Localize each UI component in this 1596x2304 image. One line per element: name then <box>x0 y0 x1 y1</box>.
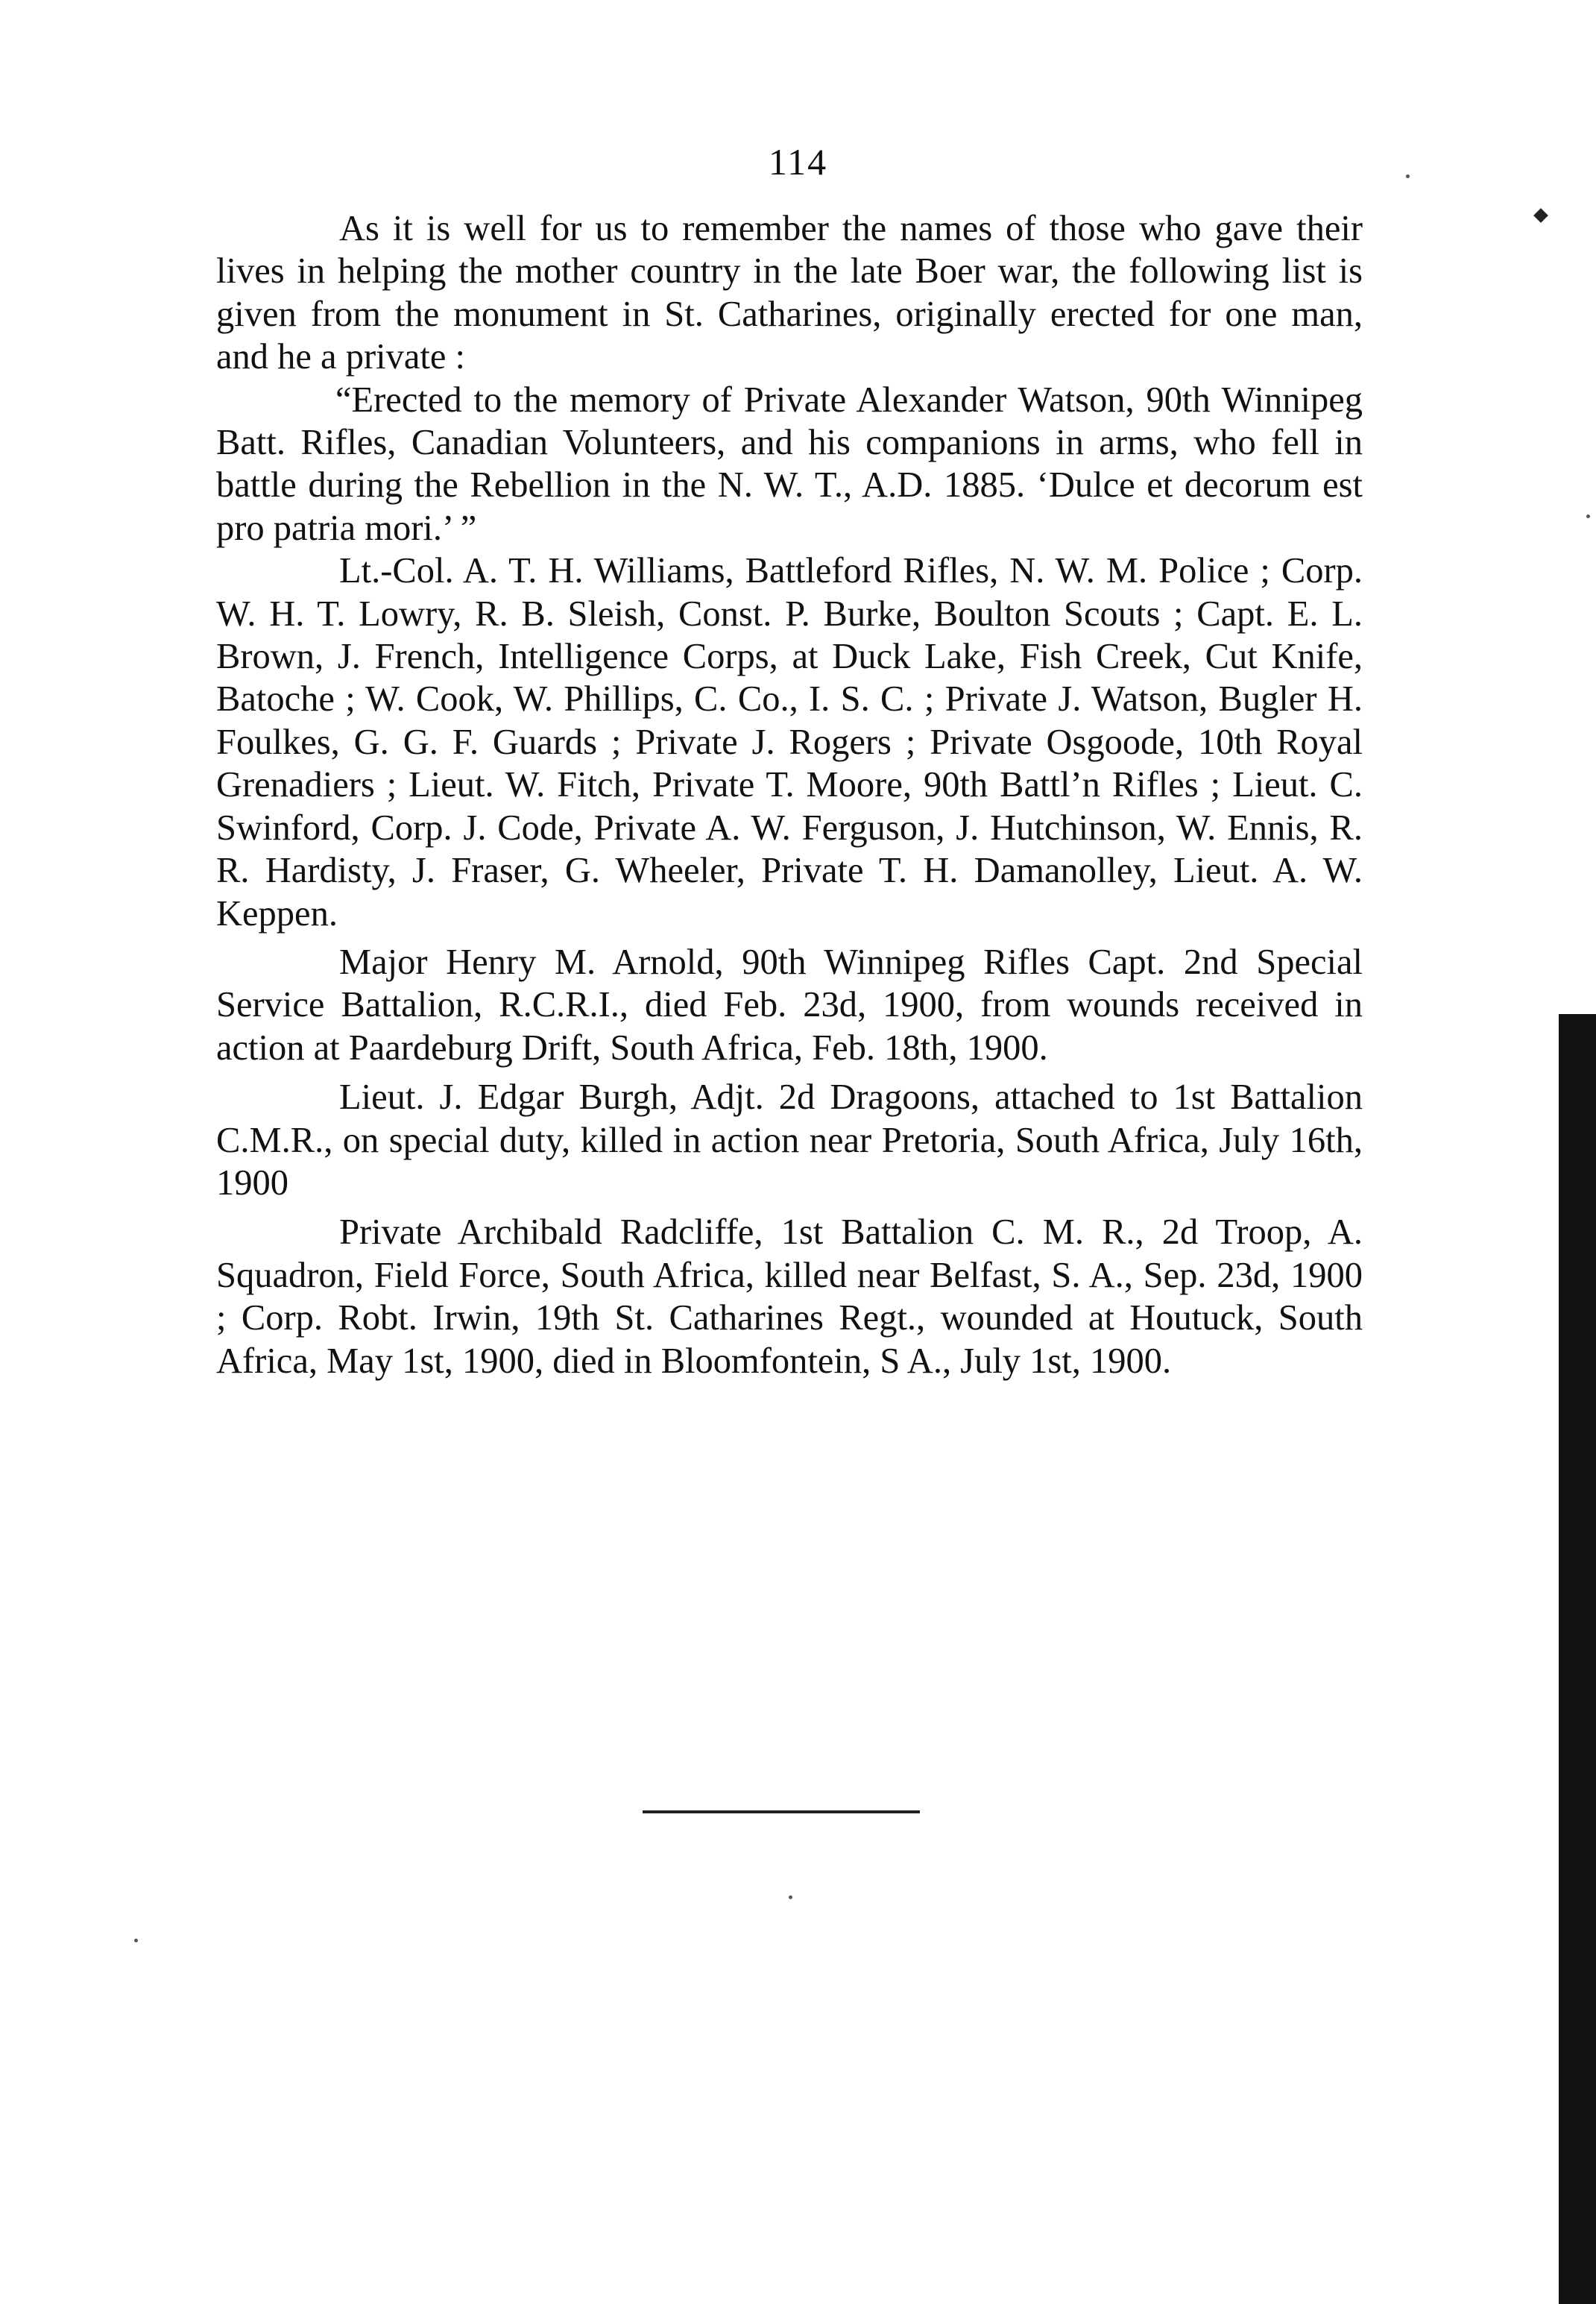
scan-speck <box>789 1895 792 1899</box>
monument-inscription-paragraph: “Erected to the memory of Private Alexander Watson, 90th Winnipeg Batt. Rifles, Canadian Volunteers, and his companions in arms, who fell in battle during the Rebellion in the N. W. T., A.D. 1885. ‘Dulce et decorum est pro patria mori.’ ” <box>216 380 1363 548</box>
arnold-paragraph: Major Henry M. Arnold, 90th Winnipeg Rifles Capt. 2nd Special Service Battalion, R.C.R.I., died Feb. 23d, 1900, from wounds received in action at Paardeburg Drift, South Africa, Feb. 18th, 1900. <box>216 942 1363 1068</box>
intro-paragraph: As it is well for us to remember the names of those who gave their lives in helping the mother country in the late Boer war, the following list is given from the monument in St. Catharines, originally erected for one man, and he a private : <box>216 209 1363 377</box>
rebellion-casualties-paragraph: Lt.-Col. A. T. H. Williams, Battleford Rifles, N. W. M. Police ; Corp. W. H. T. Lowry, R. B. Sleish, Const. P. Burke, Boulton Scouts ; Capt. E. L. Brown, J. French, Intelligence Corps, at Duck Lake, Fish Creek, Cut Knife, Batoche ; W. Cook, W. Phillips, C. Co., I. S. C. ; Private J. Watson, Bugler H. Foulkes, G. G. F. Guards ; Private J. Rogers ; Private Osgoode, 10th Royal Grenadiers ; Lieut. W. Fitch, Private T. Moore, 90th Battl’n Rifles ; Lieut. C. Swinford, Corp. J. Code, Private A. W. Ferguson, J. Hutchinson, W. Ennis, R. R. Hardisty, J. Fraser, G. Wheeler, Private T. H. Damanolley, Lieut. A. W. Keppen. <box>216 551 1363 934</box>
scan-speck <box>1406 174 1410 178</box>
radcliffe-paragraph: Private Archibald Radcliffe, 1st Battalion C. M. R., 2d Troop, A. Squadron, Field Force, South Africa, killed near Belfast, S. A., Sep. 23d, 1900 ; Corp. Robt. Irwin, 19th St. Catharines Regt., wounded at Houtuck, South Africa, May 1st, 1900, died in Bloomfontein, S A., July 1st, 1900. <box>216 1212 1363 1381</box>
scan-speck <box>134 1939 138 1942</box>
burgh-paragraph: Lieut. J. Edgar Burgh, Adjt. 2d Dragoons, attached to 1st Battalion C.M.R., on special duty, killed in action near Pretoria, South Africa, July 16th, 1900 <box>216 1077 1363 1203</box>
end-rule <box>643 1810 920 1813</box>
body-text <box>216 207 1363 1382</box>
page-number: 114 <box>768 141 828 183</box>
scan-artifact-mark <box>1533 208 1548 223</box>
scan-speck <box>1586 514 1590 518</box>
scan-edge-shadow <box>1559 1014 1596 2304</box>
